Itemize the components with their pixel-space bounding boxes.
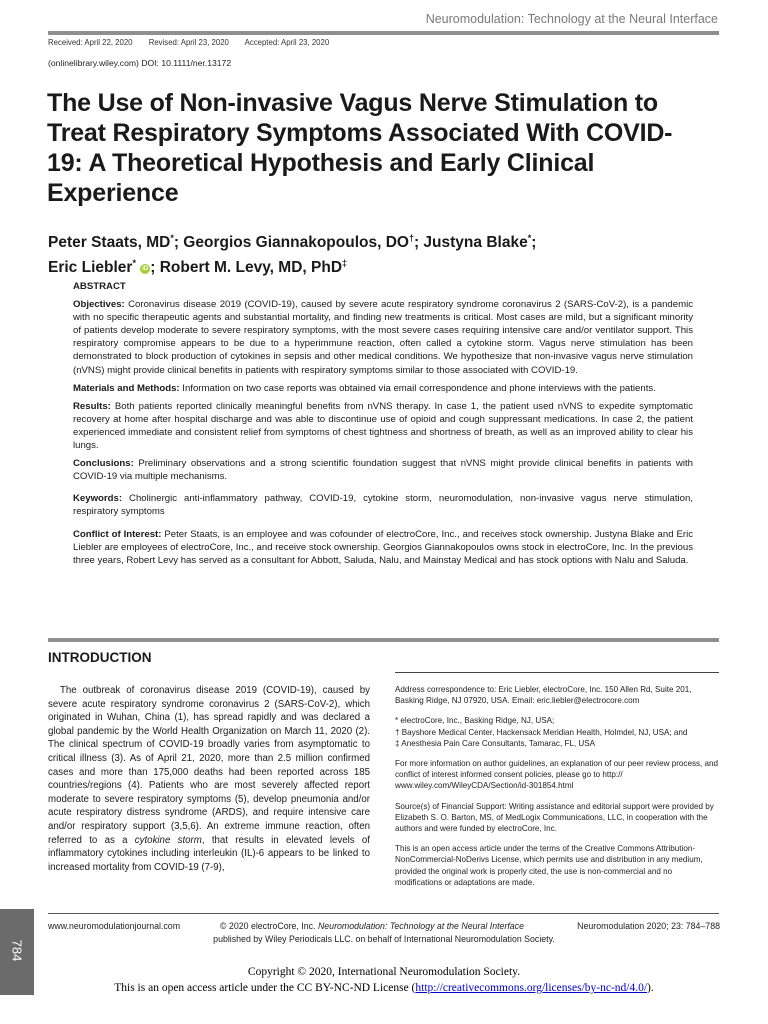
abstract-results (73, 400, 693, 452)
author-separator: ; (531, 234, 537, 252)
author-name: Peter Staats, MD (48, 234, 171, 252)
intro-text-end: , that results in elevated levels of inflammatory cytokines including interleukin (IL)-6 appears to be linked to increased mortality from COVID-19 (7-9), (48, 834, 371, 873)
publisher-line: published by Wiley Periodicals LLC. on behalf of International Neuromodulation Society. (213, 934, 555, 944)
correspondence-note: Address correspondence to: Eric Liebler, electroCore, Inc. 150 Allen Rd, Suite 201, Basking Ridge, NJ 07920, USA. Email: eric.liebler@electrocore.com (395, 685, 692, 706)
keywords-label: Keywords: (73, 493, 123, 505)
objectives-text: Coronavirus disease 2019 (COVID-19), caused by severe acute respiratory syndrome coronavirus 2 (SARS-CoV-2), is a pandemic with no specific therapeutic agents and substantial mortality, and finding new treatments is critical. Most cases are mild, but a significant minority of patients develop moderate to severe respiratory symptoms, with the most severe cases requiring intensive care and/or ventilator support. This respiratory compromise appears to be due to a hyperimmune reaction, often called a cytokine storm. Vagus nerve stimulation has been demonstrated to block production of cytokines in sepsis and other medical conditions. We hypothesize that non-invasive vagus nerve stimulation (nVNS) might provide clinical benefits in patients with respiratory symptoms similar to those associated with COVID-19. (73, 299, 693, 376)
affiliation-mark: * (170, 233, 174, 243)
license-notice (0, 982, 768, 994)
abstract-conclusions (73, 457, 693, 483)
license-link[interactable]: http://creativecommons.org/licenses/by-nc-nd/4.0/ (415, 982, 648, 994)
article-dates (48, 38, 343, 47)
license-prefix: This is an open access article under the CC BY-NC-ND License ( (114, 982, 416, 994)
abstract-heading: ABSTRACT (73, 281, 126, 292)
side-notes (395, 684, 719, 897)
notes-divider (395, 672, 719, 673)
intro-italic-term: cytokine storm (134, 834, 202, 846)
affiliation-mark: † (408, 233, 414, 243)
author-name: ; Georgios Giannakopoulos, DO (173, 234, 409, 252)
received-date: Received: April 22, 2020 (48, 38, 133, 47)
affiliation-mark: ‡ (342, 258, 348, 269)
guidelines-note: For more information on author guidelines, an explanation of our peer review process, and conflict of interest informed consent policies, please go to http:// www.wiley.com/WileyCDA/Section/id-301854.html (395, 759, 719, 791)
section-divider (48, 638, 719, 642)
footer-divider (48, 913, 719, 914)
results-text: Both patients reported clinically meaningful benefits from nVNS therapy. In case 1, the patient used nVNS to expedite symptomatic recovery at home after hospital discharge and was able to discontinue use of opioid and cough suppressant medications. In case 2, the patient experienced immediate and consistent relief from symptoms of chest tightness and shortness of breath, as well as an improved ability to clear his lungs. (73, 400, 693, 452)
intro-text: The outbreak of coronavirus disease 2019 (COVID-19), caused by severe acute respiratory syndrome coronavirus 2 (SARS-CoV-2), which originated in Wuhan, China (1), has spread rapidly and was declared a global pandemic by the World Health Organization on March 11, 2020 (2). The clinical spectrum of COVID-19 broadly varies from asymptomatic to critical illness (3). As of April 21, 2020, more than 2.5 million confirmed cases and more than 175,000 deaths had been reported across 185 countries/regions (4). Patients who are most severely affected report moderate to severe respiratory symptoms (5), develop pneumonia and/or acute respiratory distress syndrome (ARDS), and require intensive care and/or respiratory support (3,5,6). An extreme immune reaction, often referred to as a (48, 685, 370, 846)
abstract-section (73, 280, 693, 572)
author-list (48, 228, 708, 278)
revised-date: Revised: April 23, 2020 (148, 38, 229, 47)
introduction-paragraph (48, 684, 370, 874)
affiliation-mark: * (527, 233, 532, 243)
affiliations (395, 715, 719, 749)
methods-text: Information on two case reports was obtained via email correspondence and phone interviews with the patients. (182, 382, 656, 394)
doi-line: (onlinelibrary.wiley.com) DOI: 10.1111/ner.13172 (48, 58, 232, 68)
journal-citation: Neuromodulation 2020; 23: 784–788 (577, 921, 720, 931)
author-name: Eric Liebler (48, 259, 133, 277)
affiliation-mark: * (132, 258, 136, 269)
orcid-icon[interactable]: iD (142, 266, 149, 273)
article-title: The Use of Non-invasive Vagus Nerve Stimulation to Treat Respiratory Symptoms Associated With COVID-19: A Theoretical Hypothesis and Early Clinical Experience (47, 89, 673, 207)
open-access-note: This is an open access article under the terms of the Creative Commons Attribution-NonCommercial-NoDerivs License, which permits use and distribution in any medium, provided the original work is properly cited, the use is non-commercial and no modifications or adaptations are made. (395, 844, 703, 887)
footer-copyright (220, 921, 524, 931)
journal-name: Neuromodulation: Technology at the Neural Interface (317, 921, 524, 931)
journal-website-link[interactable]: www.neuromodulationjournal.com (48, 921, 181, 931)
results-label: Results: (73, 400, 111, 412)
copyright-holder: © 2020 electroCore, Inc. (220, 921, 316, 931)
conclusions-text: Preliminary observations and a strong scientific foundation suggest that nVNS might provide clinical benefits in patients with COVID-19 via multiple mechanisms. (73, 458, 693, 483)
license-suffix: ). (647, 982, 654, 994)
abstract-methods (73, 382, 693, 395)
conflict-of-interest (73, 528, 693, 567)
conclusions-label: Conclusions: (73, 458, 134, 470)
methods-label: Materials and Methods: (73, 382, 180, 394)
affiliation-item: ‡ Anesthesia Pain Care Consultants, Tamarac, FL, USA (395, 738, 596, 748)
affiliation-item: † Bayshore Medical Center, Hackensack Meridian Health, Holmdel, NJ, USA; and (395, 727, 688, 737)
author-name: ; Robert M. Levy, MD, PhD (150, 259, 343, 277)
copyright-notice: Copyright © 2020, International Neuromodulation Society. (247, 966, 521, 978)
keywords (73, 492, 693, 518)
journal-header: Neuromodulation: Technology at the Neural Interface (425, 12, 718, 26)
objectives-label: Objectives: (73, 299, 125, 311)
top-divider (48, 31, 719, 35)
accepted-date: Accepted: April 23, 2020 (244, 38, 330, 47)
keywords-text: Cholinergic anti-inflammatory pathway, COVID-19, cytokine storm, neuromodulation, non-invasive vagus nerve stimulation, respiratory symptoms (73, 493, 693, 518)
introduction-heading: INTRODUCTION (48, 650, 152, 665)
conflict-label: Conflict of Interest: (73, 528, 162, 540)
funding-note: Source(s) of Financial Support: Writing assistance and editorial support were provided by Elizabeth S. O. Barton, MS, of MedLogix Communications, LLC, in cooperation with the authors and were funded by electroCore, Inc. (395, 801, 714, 834)
conflict-text: Peter Staats, is an employee and was cofounder of electroCore, Inc., and receives stock ownership. Justyna Blake and Eric Liebler are employees of electroCore, Inc., and receive stock ownership. Georgios Giannakopoulos owns stock in electroCore, Inc. In the previous three years, Robert Levy has served as a consultant for Abbott, Saluda, Nalu, and Mainstay Medical and has stock options with Nalu and Saluda. (73, 528, 693, 566)
page-number: 784 (9, 939, 25, 962)
author-name: ; Justyna Blake (413, 234, 528, 252)
footer-citation-line (48, 921, 720, 931)
abstract-objectives (73, 298, 693, 377)
affiliation-item: * electroCore, Inc., Basking Ridge, NJ, USA; (395, 716, 555, 726)
